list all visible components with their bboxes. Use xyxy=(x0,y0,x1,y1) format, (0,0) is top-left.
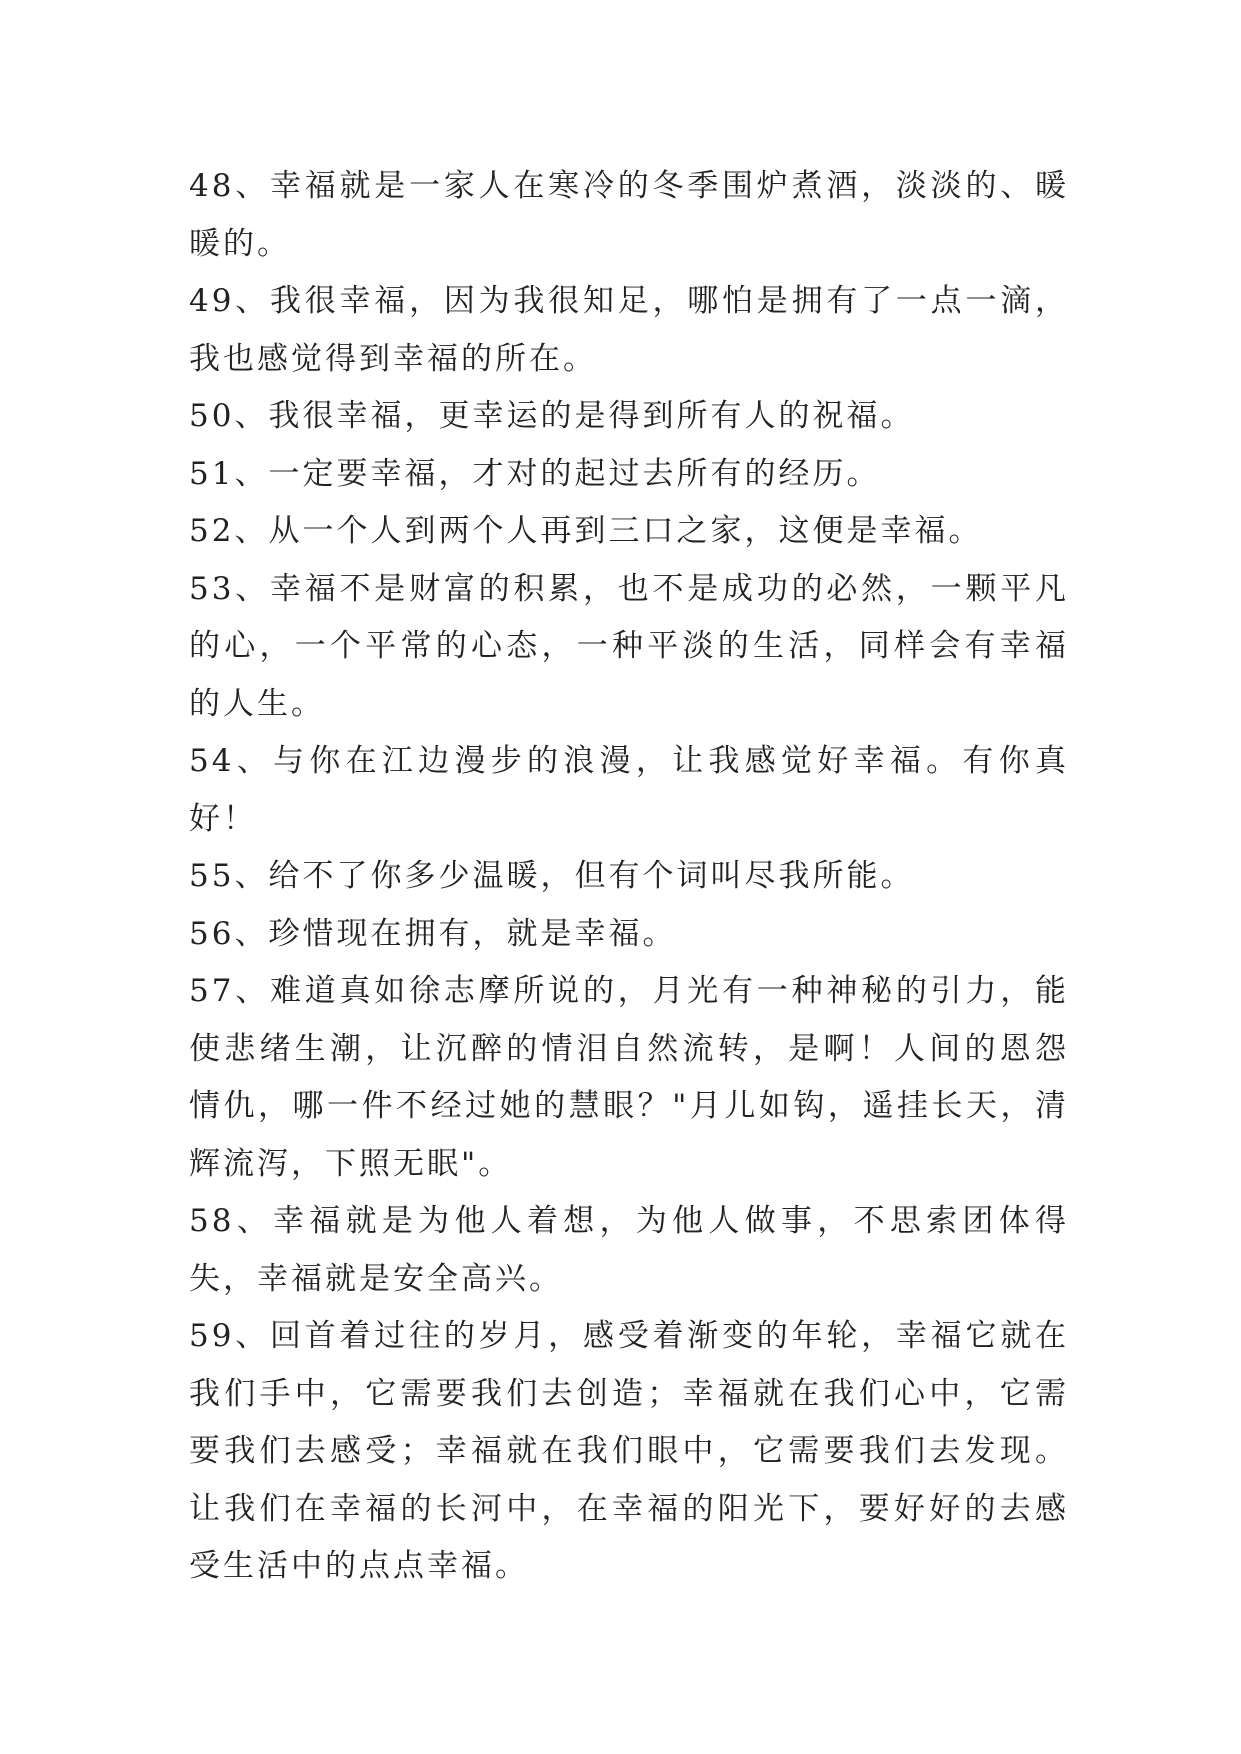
paragraph-49: 49、我很幸福，因为我很知足，哪怕是拥有了一点一滴，我也感觉得到幸福的所在。 xyxy=(189,283,1069,377)
document-body xyxy=(189,158,1069,1596)
paragraph-51: 51、一定要幸福，才对的起过去所有的经历。 xyxy=(189,455,881,492)
paragraph-57: 57、难道真如徐志摩所说的，月光有一种神秘的引力，能使悲绪生潮，让沉醉的情泪自然流转，是啊！人间的恩怨情仇，哪一件不经过她的慧眼？"月儿如钩，遥挂长天，清辉流泻，下照无眠"。 xyxy=(189,973,1069,1182)
paragraph-59: 59、回首着过往的岁月，感受着渐变的年轮，幸福它就在我们手中，它需要我们去创造；幸福就在我们心中，它需要我们去感受；幸福就在我们眼中，它需要我们去发现。让我们在幸福的长河中，在幸福的阳光下，要好好的去感受生活中的点点幸福。 xyxy=(189,1318,1069,1584)
paragraph-52: 52、从一个人到两个人再到三口之家，这便是幸福。 xyxy=(189,513,983,549)
paragraph-50: 50、我很幸福，更幸运的是得到所有人的祝福。 xyxy=(189,398,915,434)
paragraph-54: 54、与你在江边漫步的浪漫，让我感觉好幸福。有你真好！ xyxy=(189,743,1069,837)
paragraph-55: 55、给不了你多少温暖，但有个词叫尽我所能。 xyxy=(189,858,915,894)
paragraph-56: 56、珍惜现在拥有，就是幸福。 xyxy=(189,915,677,952)
paragraph-53: 53、幸福不是财富的积累，也不是成功的必然，一颗平凡的心，一个平常的心态，一种平淡的生活，同样会有幸福的人生。 xyxy=(189,570,1069,722)
paragraph-48: 48、幸福就是一家人在寒冷的冬季围炉煮酒，淡淡的、暖暖的。 xyxy=(189,168,1069,262)
paragraph-58: 58、幸福就是为他人着想，为他人做事，不思索团体得失，幸福就是安全高兴。 xyxy=(189,1203,1069,1297)
